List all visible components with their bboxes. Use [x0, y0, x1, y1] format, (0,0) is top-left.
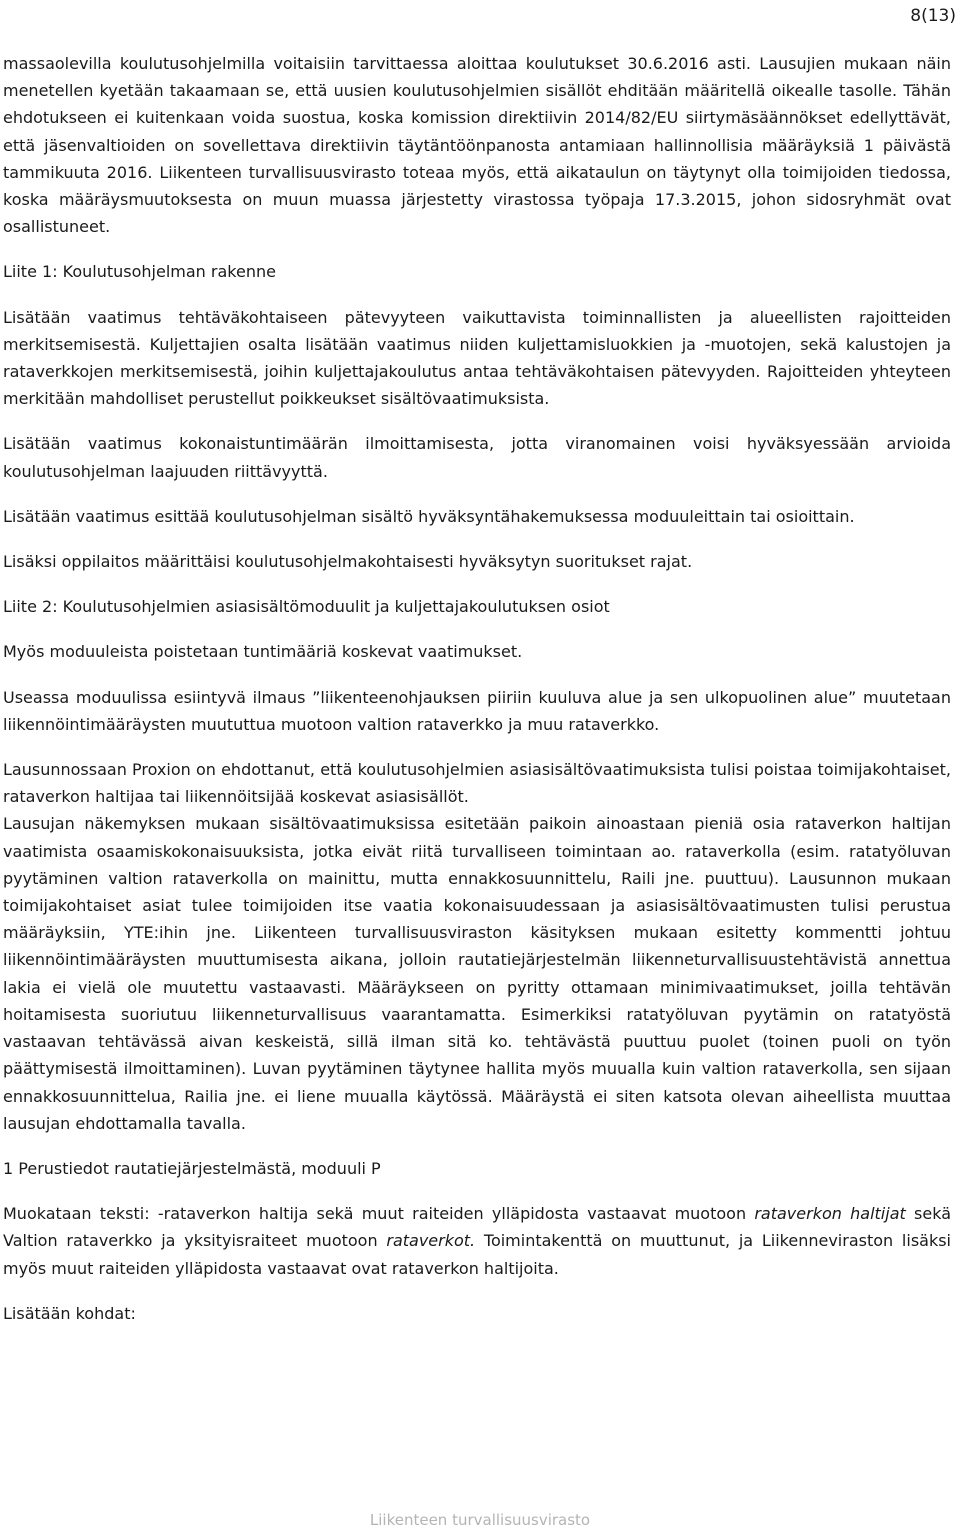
paragraph-rajoitteet: Lisätään vaatimus tehtäväkohtaiseen pätevyyteen vaikuttavista toiminnallisten ja alueellisten rajoitteiden merkitsemisestä. Kuljettajien osalta lisätään vaatimus niiden kuljettamisluokkien ja -muotojen, sekä kalustojen ja rataverkkojen merkitsemisestä, joihin kuljettajakoulutus antaa tehtäväkohtaisen pätevyyden. Rajoitteiden yhteyteen merkitään mahdolliset perustellut poikkeukset sisältövaatimuksista. — [3, 307, 951, 409]
paragraph-tuntimaara: Lisätään vaatimus kokonaistuntimäärän ilmoittamisesta, jotta viranomainen voisi hyväksyessään arvioida koulutusohjelman laajuuden riittävyyttä. — [3, 434, 951, 481]
italic-term: rataverkot. — [386, 1231, 476, 1251]
page-number: 8(13) — [910, 6, 956, 26]
document-body — [3, 50, 951, 1327]
text-run: Muokataan teksti: -rataverkon haltija sekä muut raiteiden ylläpidosta vastaavat muotoon — [3, 1204, 755, 1224]
text-run: sekä Valtion rataverkko ja yksityisraiteet muotoon — [3, 1204, 952, 1251]
paragraph-lisataan-kohdat: Lisätään kohdat: — [3, 1303, 136, 1323]
footer-agency-name: Liikenteen turvallisuusvirasto — [369, 1511, 591, 1529]
paragraph-moduuleittain: Lisätään vaatimus esittää koulutusohjelman sisältö hyväksyntähakemuksessa moduuleittain tai osioittain. — [3, 506, 855, 526]
heading-moduuli-p: 1 Perustiedot rautatiejärjestelmästä, moduuli P — [3, 1158, 381, 1178]
paragraph-tuntimaarat-poisto: Myös moduuleista poistetaan tuntimääriä koskevat vaatimukset. — [3, 642, 523, 662]
paragraph-lausujan-nakemys: Lausujan näkemyksen mukaan sisältövaatimuksissa esitetään paikoin ainoastaan pieniä osia rataverkon haltijan vaatimista osaamiskokonaisuuksista, jotka eivät riitä turvalliseen toimintaan ao. rataverkolla (esim. ratatyöluvan pyytäminen valtion rataverkolla on mainittu, mutta ennakkosuunnittelu, Raili jne. puuttuu). Lausunnon mukaan toimijakohtaiset asiat tulee toimijoiden itse vaatia kokonaisuudessaan ja asiasisältövaatimusten tulisi perustua määräyksiin, YTE:ihin jne. Liikenteen turvallisuusviraston käsityksen mukaan esitetty kommentti johtuu liikennöintimääräysten muuttumisesta aikana, jolloin rautatiejärjestelmän liikenneturvallisuustehtävistä annettua lakia ei vielä ole muutettu vastaavasti. Määräykseen on pyritty ottamaan minimivaatimukset, joilla tehtävän hoitamisesta suoriutuu liikenneturvallisuus vaarantamatta. Esimerkiksi ratatyöluvan pyytämin on ratatyöstä vastaavan tehtävässä aivan keskeistä, sillä ilman sitä ko. tehtävästä puuttuu puolet (toinen puoli on työn päättymisestä ilmoittaminen). Luvan pyytäminen täytynee hallita myös muualla kuin valtion rataverkolla, sen sijaan ennakkosuunnittelua, Railia jne. ei liene muualla käytössä. Määräystä ei siten katsota olevan aiheellista muuttaa lausujan ehdottamalla tavalla. — [3, 814, 951, 1133]
italic-term: rataverkon haltijat — [754, 1204, 906, 1224]
heading-liite-2: Liite 2: Koulutusohjelmien asiasisältömoduulit ja kuljettajakoulutuksen osiot — [3, 597, 610, 617]
text-run: Toimintakenttä on muuttunut, ja Liikenneviraston lisäksi myös muut raiteiden ylläpidosta vastaavat ovat rataverkon haltijoita. — [3, 1231, 951, 1278]
paragraph-ilmaus-muutos: Useassa moduulissa esiintyvä ilmaus ”liikenteenohjauksen piiriin kuuluva alue ja sen ulkopuolinen alue” muutetaan liikennöintimääräysten muututtua muotoon valtion rataverkko ja muu rataverkko. — [3, 687, 951, 734]
paragraph-proxion-ehdotus: Lausunnossaan Proxion on ehdottanut, että koulutusohjelmien asiasisältövaatimuksista tulisi poistaa toimijakohtaiset, rataverkon haltijaa tai liikennöitsijää koskevat asiasisällöt. — [3, 760, 951, 807]
paragraph-continuation: massaolevilla koulutusohjelmilla voitaisiin tarvittaessa aloittaa koulutukset 30.6.2016 asti. Lausujien mukaan näin menetellen kyetään takaamaan se, että uusien koulutusohjelmien sisällöt ehditään määritellä oikealle tasolle. Tähän ehdotukseen ei kuitenkaan voida suostua, koska komission direktiivin 2014/82/EU siirtymäsäännökset edellyttävät, että jäsenvaltioiden on sovellettava direktiivin täytäntöönpanosta antamiaan hallinnollisia määräyksiä 1 päivästä tammikuuta 2016. Liikenteen turvallisuusvirasto toteaa myös, että aikataulun on täytynyt olla toimijoiden tiedossa, koska määräysmuutoksesta on muun muassa järjestetty virastossa työpaja 17.3.2015, johon sidosryhmät ovat osallistuneet. — [3, 54, 951, 237]
paragraph-muokataan-teksti — [3, 1200, 951, 1282]
paragraph-suoritukset: Lisäksi oppilaitos määrittäisi koulutusohjelmakohtaisesti hyväksytyn suoritukset rajat. — [3, 552, 693, 572]
heading-liite-1: Liite 1: Koulutusohjelman rakenne — [3, 262, 276, 282]
